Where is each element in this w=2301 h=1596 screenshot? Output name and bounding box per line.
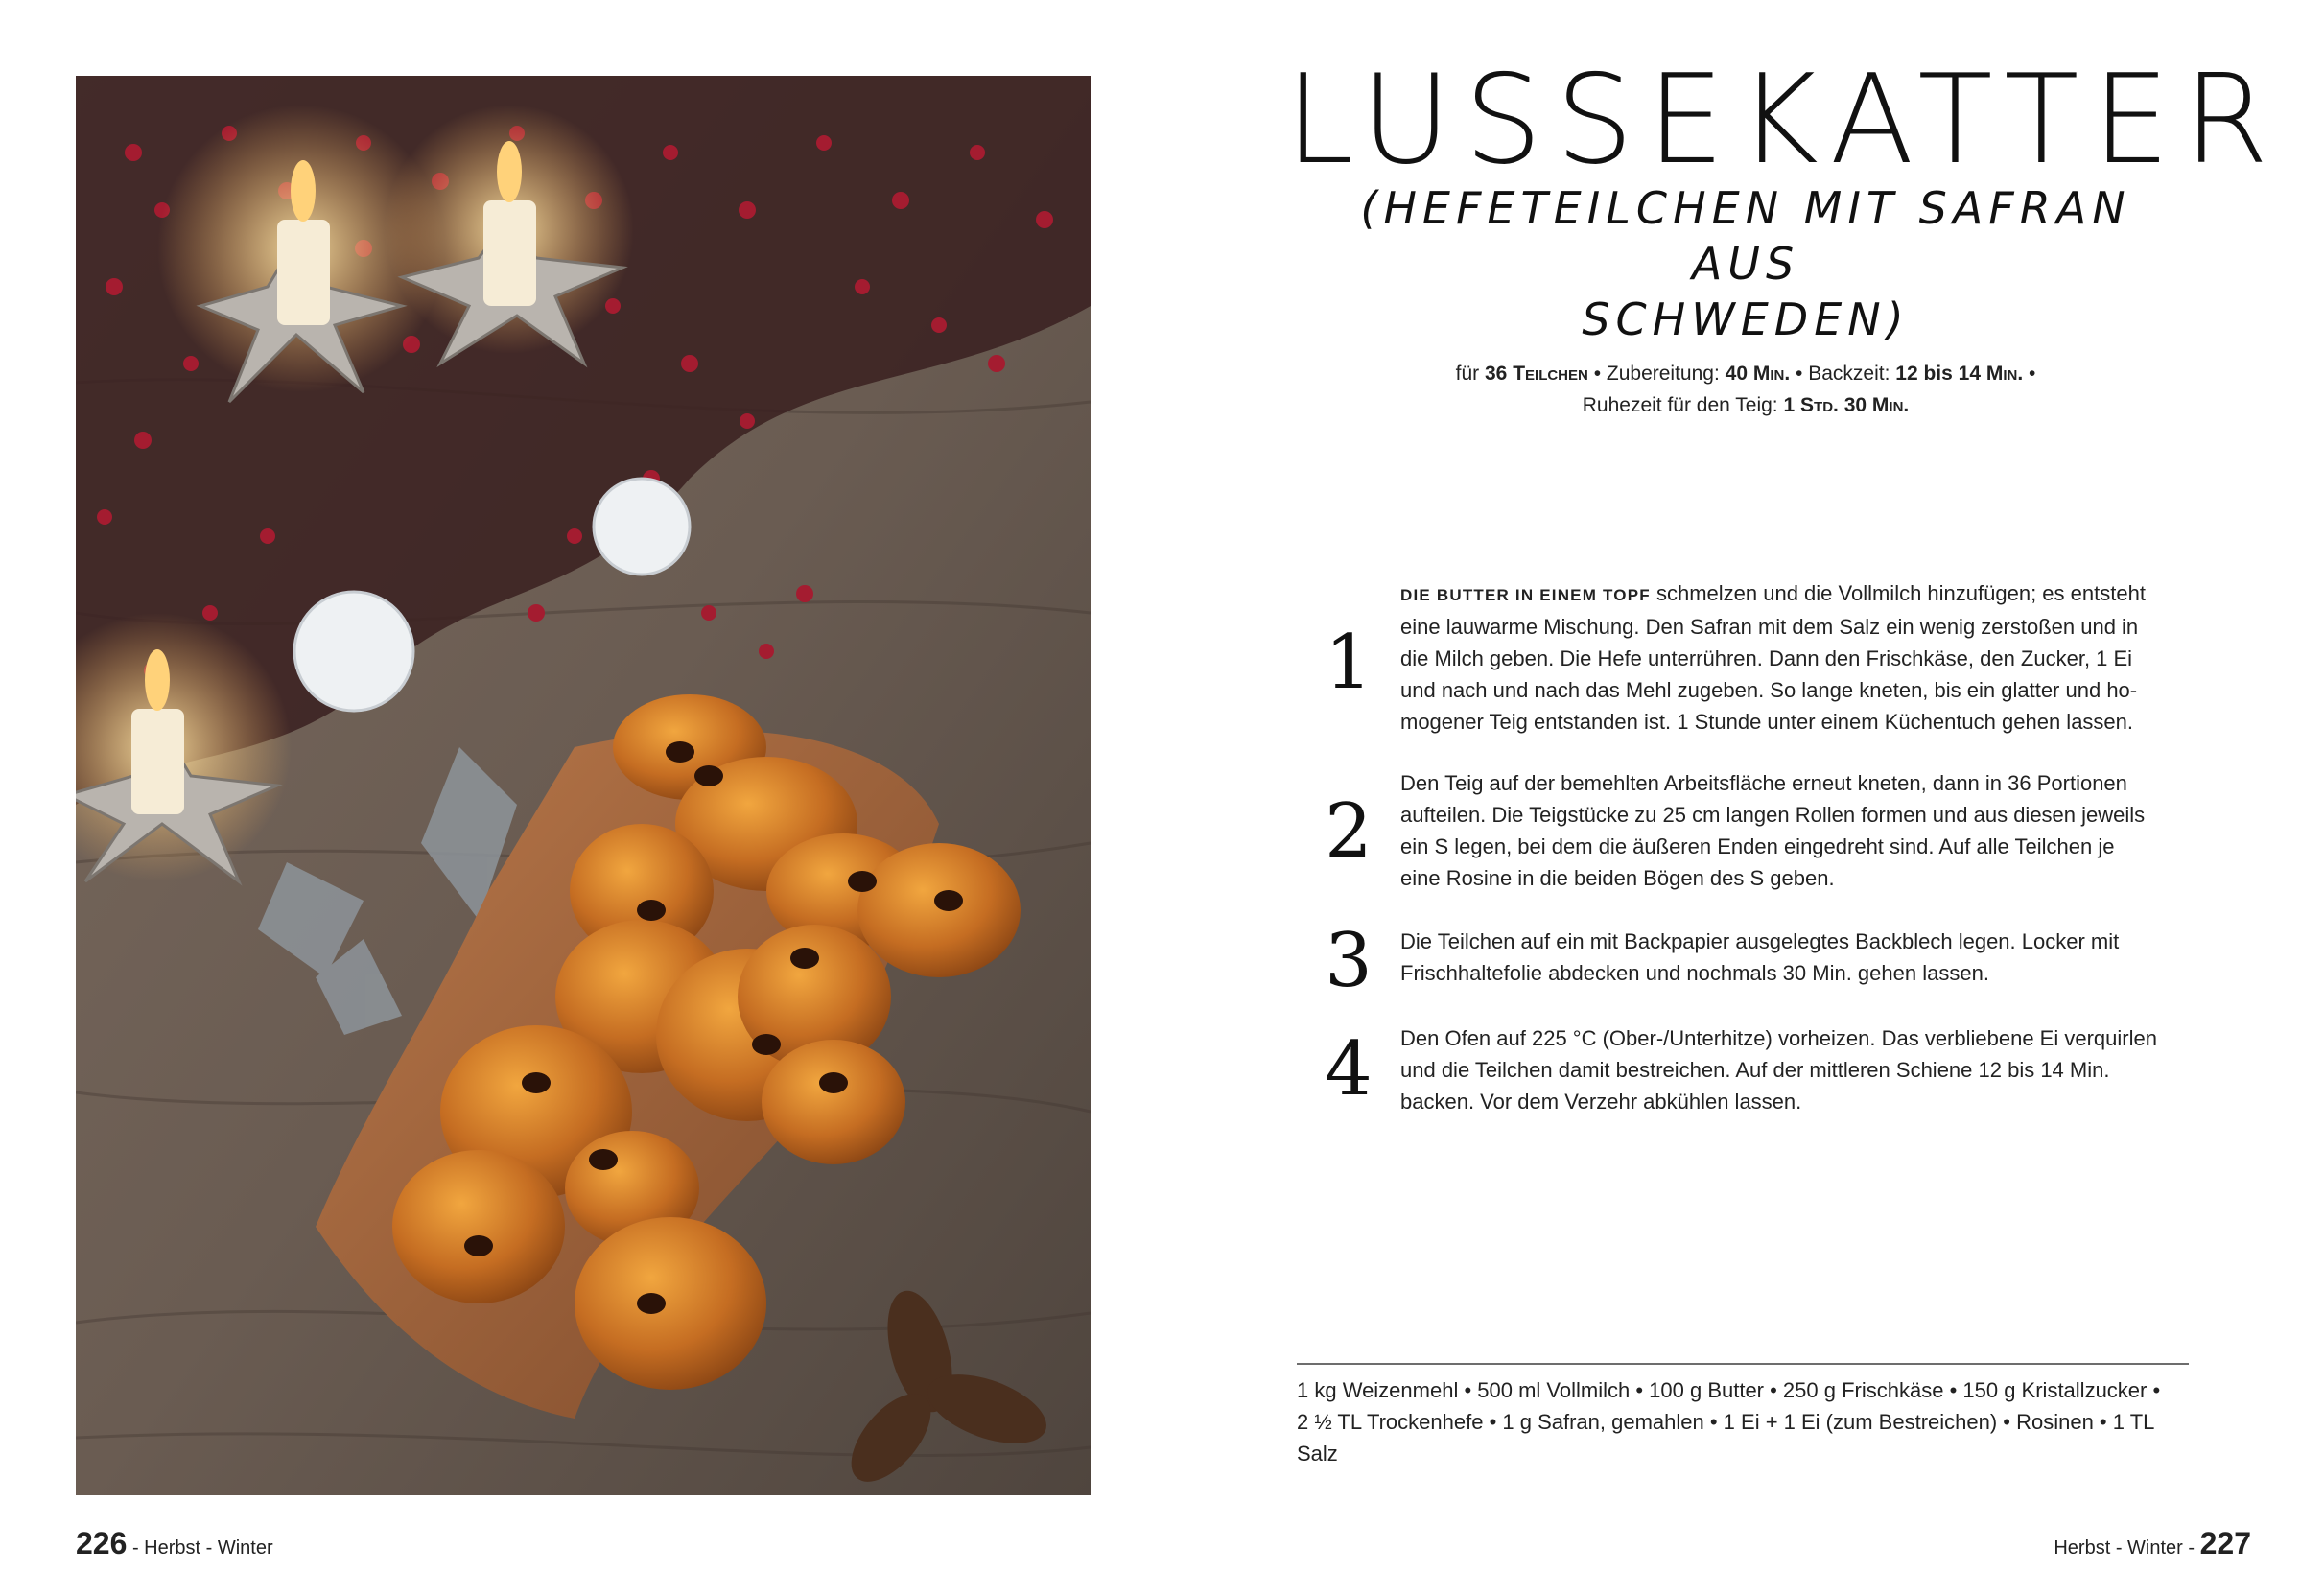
step-number: 1 — [1325, 620, 1373, 706]
section-label-right: Herbst - Winter - — [2054, 1537, 2200, 1559]
step-text: Den Ofen auf 225 °C (Ober-/Unterhitze) vorheizen. Das verbliebene Ei verquirlen und die Teilchen damit bestreichen. Auf der mittleren Schiene 12 bis 14 Min. backen. Vor dem Verzehr abkühlen lassen. — [1400, 1026, 2157, 1114]
meta-line-1: für 36 Teilchen • Zubereitung: 40 Min. • Backzeit: 12 bis 14 Min. • — [1455, 363, 2036, 385]
subtitle-line: (HEFETEILCHEN MIT SAFRAN AUS — [1360, 182, 2131, 290]
step-number: 2 — [1325, 788, 1373, 875]
ingredients-list: 1 kg Weizenmehl • 500 ml Vollmilch • 100 g Butter • 250 g Frischkäse • 150 g Kristallzucker • 2 ½ TL Trockenhefe • 1 g Safran, gemahlen • 1 Ei + 1 Ei (zum Bestreichen) • Rosinen • 1 TL Salz — [1297, 1378, 2161, 1466]
footer-right — [2054, 1526, 2251, 1561]
ingredients-divider — [1297, 1363, 2189, 1365]
step-text: Den Teig auf der bemehlten Arbeitsfläche erneut kneten, dann in 36 Portionen aufteilen. Die Teigstücke zu 25 cm langen Rollen formen und aus diesen jeweils ein S legen, bei dem die äußeren Enden eingedreht sind. Auf alle Teilchen je eine Rosine in die beiden Bögen des S geben. — [1400, 771, 2146, 890]
subtitle-line: SCHWEDEN) — [1582, 293, 1910, 345]
section-label-left: - Herbst - Winter — [127, 1537, 273, 1559]
step-text: DIE BUTTER IN EINEM TOPF schmelzen und die Vollmilch hinzufügen; es entsteht eine lauwarme Mischung. Den Safran mit dem Salz ein wenig zerstoßen und in die Milch geben. Die Hefe unterrühren. Dann den Frischkäse, den Zucker, 1 Ei und nach und nach das Mehl zugeben. So lange kneten, bis ein glatter und ho- mogener Teig entstanden ist. 1 Stunde unter einem Küchentuch gehen lassen. — [1400, 581, 2146, 734]
page-number-left: 226 — [76, 1526, 128, 1561]
recipe-subtitle — [1304, 180, 2187, 347]
step-number: 4 — [1325, 1026, 1373, 1113]
recipe-meta — [1324, 358, 2168, 421]
footer-left — [76, 1526, 273, 1561]
lussekatter-photo — [76, 76, 1091, 1495]
meta-line-2: Ruhezeit für den Teig: 1 Std. 30 Min. — [1582, 394, 1910, 416]
recipe-title: LUSSEKATTER — [1285, 49, 2283, 192]
recipe-photo — [76, 76, 1091, 1495]
page-number-right: 227 — [2199, 1526, 2251, 1561]
step-number: 3 — [1325, 918, 1373, 1004]
step-text: Die Teilchen auf ein mit Backpapier ausgelegtes Backblech legen. Locker mit Frischhaltefolie abdecken und nochmals 30 Min. gehen lassen. — [1400, 929, 2120, 985]
step-lead: DIE BUTTER IN EINEM TOPF — [1400, 586, 1651, 604]
